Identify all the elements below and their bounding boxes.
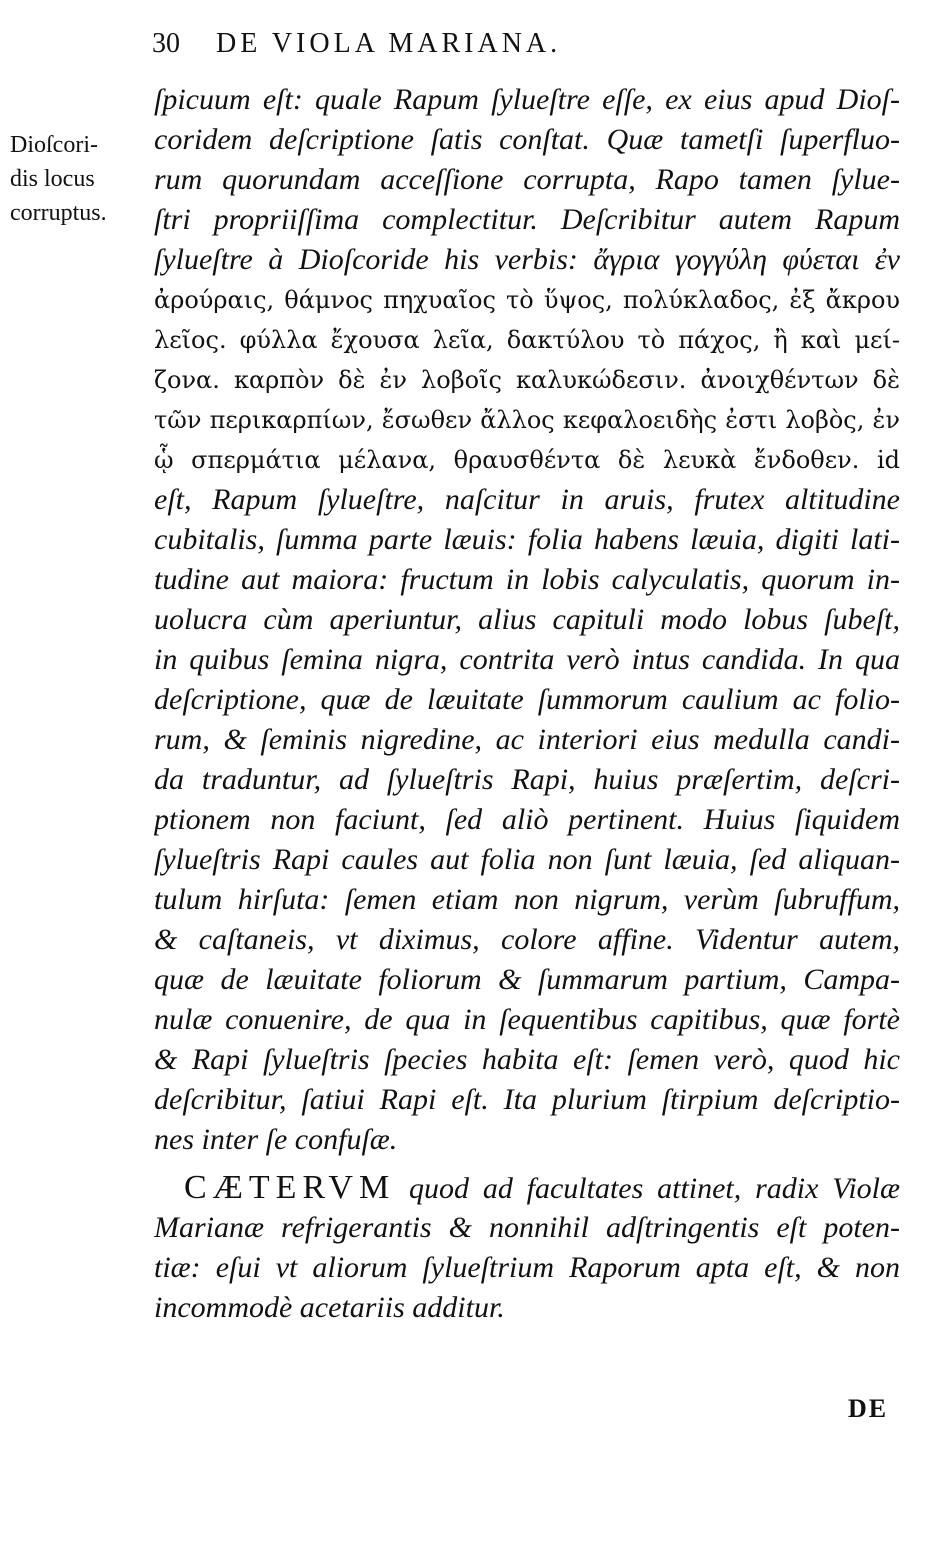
marginal-note-line: Dioſcori- <box>10 132 98 158</box>
marginal-note <box>10 128 140 230</box>
text-line: quæ de læuitate foliorum & ſummarum partium, Campa- <box>154 963 900 996</box>
marginal-note-line: dis locus <box>10 166 95 192</box>
page-number: 30 <box>152 28 180 59</box>
running-title: DE VIOLA MARIANA. <box>216 28 562 59</box>
greek-text-line: λεῖος. φύλλα ἔχουσα λεῖα, δακτύλου τὸ πάχος, ἢ καὶ μεί- <box>154 326 900 354</box>
text-line: eſt, Rapum ſylueſtre, naſcitur in aruis, frutex altitudine <box>154 483 900 516</box>
text-line: ſpicuum eſt: quale Rapum ſylueſtre eſſe, ex eius apud Dioſ- <box>154 83 900 116</box>
text-line: coridem deſcriptione ſatis conſtat. Quæ tametſi ſuperfluo- <box>154 123 900 156</box>
text-fragment: quod ad facultates attinet, radix Violæ <box>395 1172 900 1205</box>
greek-text-line: ζονα. καρπὸν δὲ ἐν λοβοῖς καλυκώδεσιν. ἀνοιχθέντων δὲ <box>154 366 900 394</box>
small-caps-opening: CÆTERVM <box>184 1169 396 1206</box>
text-line: tudine aut maiora: fructum in lobis calyculatis, quorum in- <box>154 563 900 596</box>
text-line: rum, & ſeminis nigredine, ac interiori eius medulla candi- <box>154 723 900 756</box>
greek-text-line: τῶν περικαρπίων, ἔσωθεν ἄλλος κεφαλοειδὴς ἐστι λοβὸς, ἐν <box>154 406 900 434</box>
text-line: deſcribitur, ſatiui Rapi eſt. Ita plurium ſtirpium deſcriptio- <box>154 1083 900 1116</box>
text-line: ſylueſtre à Dioſcoride his verbis: ἄγρια γογγύλη φύεται ἐν <box>154 243 900 276</box>
text-line: ptionem non faciunt, ſed aliò pertinent. Huius ſiquidem <box>154 803 900 836</box>
text-line: incommodè acetariis additur. <box>154 1291 505 1324</box>
text-line: da traduntur, ad ſylueſtris Rapi, huius præſertim, deſcri- <box>154 763 900 796</box>
marginal-note-line: corruptus. <box>10 200 107 226</box>
text-line: rum quorundam acceſſione corrupta, Rapo tamen ſylue- <box>154 163 900 196</box>
text-line: tiæ: eſui vt aliorum ſylueſtrium Raporum apta eſt, & non <box>154 1251 900 1284</box>
text-line: ſtri propriiſſima complectitur. Deſcribitur autem Rapum <box>154 203 900 236</box>
text-line: uolucra cùm aperiuntur, alius capituli modo lobus ſubeſt, <box>154 603 900 636</box>
page-header <box>152 28 892 60</box>
text-line: nulæ conuenire, de qua in ſequentibus capitibus, quæ fortè <box>154 1003 900 1036</box>
catchword: DE <box>848 1394 889 1423</box>
paragraph-opening-line <box>154 1168 900 1208</box>
text-line: cubitalis, ſumma parte læuis: folia habens læuia, digiti lati- <box>154 523 900 556</box>
text-line: & Rapi ſylueſtris ſpecies habita eſt: ſemen verò, quod hic <box>154 1043 900 1076</box>
text-line: ſylueſtris Rapi caules aut folia non ſunt læuia, ſed aliquan- <box>154 843 900 876</box>
text-line: in quibus ſemina nigra, contrita verò intus candida. In qua <box>154 643 900 676</box>
text-line: deſcriptione, quæ de læuitate ſummorum caulium ac folio- <box>154 683 900 716</box>
greek-text-line: ᾧ σπερμάτια μέλανα, θραυσθέντα δὲ λευκὰ ἔνδοθεν. id <box>154 446 900 474</box>
main-text <box>154 80 900 1328</box>
greek-text-line: ἀρούραις, θάμνος πηχυαῖος τὸ ὕψος, πολύκλαδος, ἐξ ἄκρου <box>154 286 900 314</box>
text-line: & caſtaneis, vt diximus, colore affine. Videntur autem, <box>154 923 900 956</box>
text-line: Marianæ refrigerantis & nonnihil adſtringentis eſt poten- <box>154 1211 900 1244</box>
text-line: nes inter ſe confuſæ. <box>154 1123 398 1156</box>
text-line: tulum hirſuta: ſemen etiam non nigrum, verùm ſubruffum, <box>154 883 900 916</box>
